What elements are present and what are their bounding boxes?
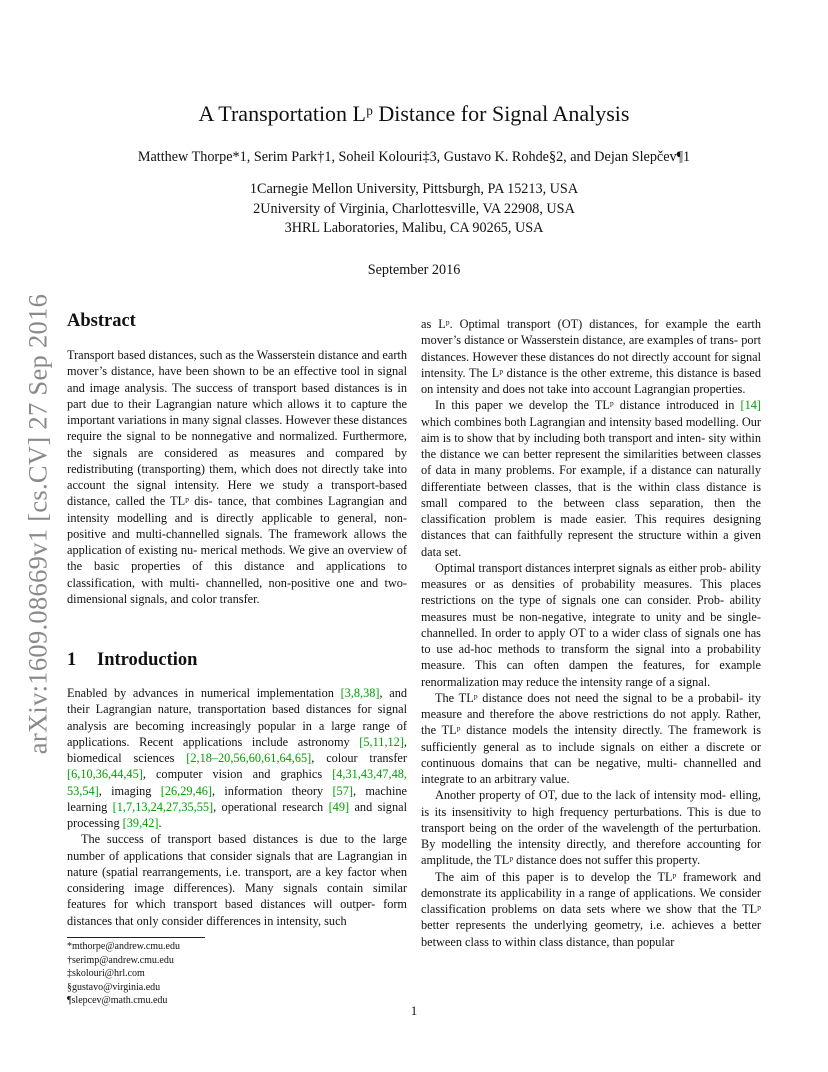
- text-line: channelled, non-positive one and two-dimensional signals, and: [67, 575, 407, 606]
- citation-link[interactable]: [49]: [328, 799, 350, 814]
- text-line: The success of transport based distances is due to the large: [81, 832, 407, 847]
- text-line: color transfer.: [191, 591, 260, 606]
- text-line: a discrete or continuous domains that can be negative, multi-: [421, 739, 762, 770]
- text-line: Lagrangian properties.: [634, 382, 746, 396]
- text-line: The aim of this paper is to develop the TLᵖ framework and: [435, 869, 761, 884]
- text-line: when considering image differences). Many signals contain: [67, 864, 408, 895]
- text-line: 53,54], imaging [26,29,46], information theory [57], machine: [67, 783, 407, 798]
- text-line: their Lagrangian nature, transportation based distances for signal: [67, 702, 407, 717]
- citation-link[interactable]: [4,31,43,47,48,: [332, 767, 407, 782]
- text-line: ability measures must be non-negative, integrate to unity and: [421, 593, 761, 624]
- text-line: accounting for amplitude, the TLᵖ distance does not suffer this: [421, 837, 762, 868]
- text-line: consider classification problems on data sets where we show that: [421, 885, 762, 916]
- text-line: channelled and integrate to an arbitrary value.: [421, 755, 761, 786]
- affiliation-1: 1Carnegie Mellon University, Pittsburgh, PA 15213, USA: [249, 181, 579, 197]
- affiliation-3: 3HRL Laboratories, Malibu, CA 90265, USA: [284, 220, 544, 236]
- text-line: number of applications that consider signals that are Lagrangian: [67, 848, 394, 863]
- paragraph: [421, 690, 761, 788]
- text-line: tance, that combines Lagrangian and intensity modelling and is: [67, 494, 408, 525]
- text-line: within class distance is small compared to the between class: [421, 479, 761, 510]
- footnote-email: §gustavo@virginia.edu: [67, 981, 161, 993]
- text-line: merical methods. We give an overview of the basic properties: [67, 543, 407, 574]
- paragraph: [421, 316, 761, 397]
- text-line: and normalized. Furthermore, the signals are considered as: [67, 429, 407, 460]
- section-title: Introduction: [97, 650, 198, 670]
- text-line: However these distances require the signal to be nonnegative: [67, 413, 407, 444]
- abstract-heading: Abstract: [67, 311, 136, 331]
- text-line: which does not directly take into account the signal intensity.: [67, 461, 407, 492]
- text-line: for example renormalization may reduce the intensity range of a: [421, 658, 761, 689]
- affiliation-2: 2University of Virginia, Charlottesville, VA 22908, USA: [253, 201, 575, 217]
- text-line: perturbation. By modelling the intensity directly, and therefore: [421, 820, 761, 851]
- text-line: analysis are becoming increasingly popular in a large range of: [67, 718, 407, 733]
- text-line: a better between class to within class distance, than popular: [421, 918, 761, 949]
- text-line: Optimal transport distances interpret signals as either prob-: [435, 560, 727, 575]
- text-line: requires designing distances that can faithfully represent the: [421, 512, 762, 543]
- footnote-email: ‡skolouri@hrl.com: [67, 968, 145, 980]
- text-line: measures and compared by redistributing (transporting) them,: [67, 445, 407, 476]
- text-line: signal.: [677, 674, 711, 689]
- text-line: Another property of OT, due to the lack of intensity mod-: [435, 788, 727, 803]
- introduction-body: [67, 685, 407, 929]
- text-line: Rather, the TLᵖ distance models the intensity directly. The: [421, 707, 761, 738]
- citation-link[interactable]: [2,18–20,56,60,61,64,65]: [186, 751, 312, 765]
- text-line: form distances that only consider differences in intensity, such: [67, 897, 407, 928]
- text-line: similar features for which transport based distances will outper-: [67, 881, 407, 912]
- paragraph: [421, 787, 761, 868]
- text-line: ity measure and therefore the above restrictions do not apply.: [421, 690, 762, 721]
- footnote-rule: [67, 937, 205, 938]
- text-line: is due to transport being on the order of the wavelength of the: [421, 804, 761, 835]
- text-line: the TLᵖ better represents the underlying geometry, i.e. achieves: [421, 902, 761, 933]
- arxiv-identifier: arXiv:1609.08669v1 [cs.CV] 27 Sep 2016: [22, 293, 53, 755]
- abstract-body: [67, 347, 407, 607]
- text-line: places restrictions on the type of signals one can consider. Prob-: [421, 577, 761, 608]
- citation-link[interactable]: [5,11,12]: [359, 734, 404, 749]
- publication-date: September 2016: [367, 262, 461, 278]
- footnote-email: *mthorpe@andrew.cmu.edu: [67, 941, 180, 952]
- text-line: for signal intensity. The Lᵖ distance is the other extreme, this: [421, 349, 761, 380]
- text-line: sity within the distance we can better represent the similarities: [421, 430, 761, 461]
- text-line: property.: [656, 853, 701, 868]
- paragraph: [421, 397, 761, 560]
- text-line: signal processing [39,42].: [67, 799, 407, 830]
- citation-link[interactable]: [3,8,38]: [340, 686, 380, 700]
- citation-link[interactable]: [6,10,36,44,45]: [67, 767, 143, 782]
- text-line: directly applicable to general, non-positive and multi-channelled: [67, 510, 407, 541]
- text-line: The TLᵖ distance does not need the signal to be a probabil-: [435, 690, 744, 705]
- citation-link[interactable]: [39,42]: [122, 816, 159, 830]
- text-line: as Lᵖ. Optimal transport (OT) distances, for example the earth: [421, 317, 761, 331]
- text-line: distance is based on intensity and does not take into account: [421, 365, 761, 396]
- text-line: distance can naturally differentiate between classes, that is the: [421, 463, 761, 494]
- text-line: [6,10,36,44,45], computer vision and graphics [4,31,43,47,48,: [67, 767, 407, 782]
- footnote-email: †serimp@andrew.cmu.edu: [67, 954, 174, 966]
- text-line: between classes of data in many problems. For example, if a: [421, 447, 761, 478]
- text-line: applications. Recent applications include astronomy [5,11,12],: [67, 734, 407, 749]
- text-line: structure within a given data set.: [421, 528, 762, 559]
- page-number: 1: [410, 1003, 418, 1018]
- paragraph: [421, 560, 761, 690]
- introduction-heading: [67, 650, 197, 671]
- text-line: signals. The framework allows the application of existing nu-: [67, 526, 407, 557]
- text-line: ability measures or as densities of probability measures. This: [421, 560, 761, 591]
- paragraph: [67, 685, 407, 831]
- text-line: in nature (spatial rearrangements, i.e. transport, are a key factor: [67, 848, 407, 879]
- text-line: framework is sufficiently general as to include signals on either: [421, 723, 761, 754]
- text-line: biomedical sciences [2,18–20,56,60,61,64,65], colour transfer: [67, 751, 407, 765]
- right-column-body: [421, 316, 761, 950]
- paragraph: [67, 831, 407, 929]
- paper-title: A Transportation Lᵖ Distance for Signal Analysis: [198, 101, 630, 126]
- text-line: In this paper we develop the TLᵖ distance introduced in [14]: [435, 398, 761, 413]
- footnotes: [67, 940, 180, 1008]
- text-line: earth mover’s distance, have been shown to be an effective tool: [67, 348, 407, 379]
- text-line: elling, is its insensitivity to high frequency perturbations. This: [421, 788, 761, 819]
- text-line: in signal and image analysis. The success of transport based: [67, 364, 408, 395]
- citation-link[interactable]: [14]: [740, 398, 761, 413]
- text-line: signals one has to use ad-hoc methods to transform the signal: [421, 625, 761, 656]
- citation-link[interactable]: [1,7,13,24,27,35,55]: [112, 799, 214, 814]
- text-line: Enabled by advances in numerical implementation [3,8,38], and: [67, 686, 407, 700]
- text-line: of this distance and applications to classification, with multi-: [67, 559, 407, 590]
- text-line: Transport based distances, such as the Wasserstein distance and: [67, 348, 380, 362]
- text-line: learning [1,7,13,24,27,35,55], operational research [49] and: [67, 799, 373, 814]
- text-line: into a probability measure. This can often dampen the features,: [421, 642, 762, 673]
- paragraph: [421, 869, 761, 950]
- citation-link[interactable]: [26,29,46]: [160, 783, 212, 798]
- section-number: 1: [67, 650, 77, 670]
- text-line: which combines both Lagrangian and intensity based modelling.: [421, 414, 739, 429]
- text-line: demonstrate its applicability in a range of applications. We: [421, 885, 716, 900]
- footnote-email: ¶slepcev@math.cmu.edu: [67, 995, 168, 1007]
- text-line: it to capture the important variations in many signal classes.: [67, 396, 408, 427]
- text-line: Our aim is to show that by including both transport and inten-: [421, 414, 761, 445]
- text-line: distances is in part due to their Lagrangian nature which allows: [67, 380, 407, 411]
- text-line: Here we study a transport-based distance, called the TLᵖ dis-: [67, 478, 407, 509]
- text-line: separation, then the classification problem is made easier. This: [421, 495, 762, 526]
- author-list: Matthew Thorpe*1, Serim Park†1, Soheil Kolouri‡3, Gustavo K. Rohde§2, and Dejan Slepčev¶1: [137, 149, 691, 165]
- text-line: port distances. However these distances do not directly account: [421, 333, 761, 364]
- citation-link[interactable]: 53,54]: [67, 783, 99, 798]
- paragraph: [67, 347, 407, 607]
- arxiv-sidebar: [20, 284, 56, 764]
- citation-link[interactable]: [57]: [332, 783, 353, 798]
- text-line: mover’s distance or Wasserstein distance, are examples of trans-: [421, 333, 739, 348]
- text-line: be single-channelled. In order to apply OT to a wider class of: [421, 609, 761, 640]
